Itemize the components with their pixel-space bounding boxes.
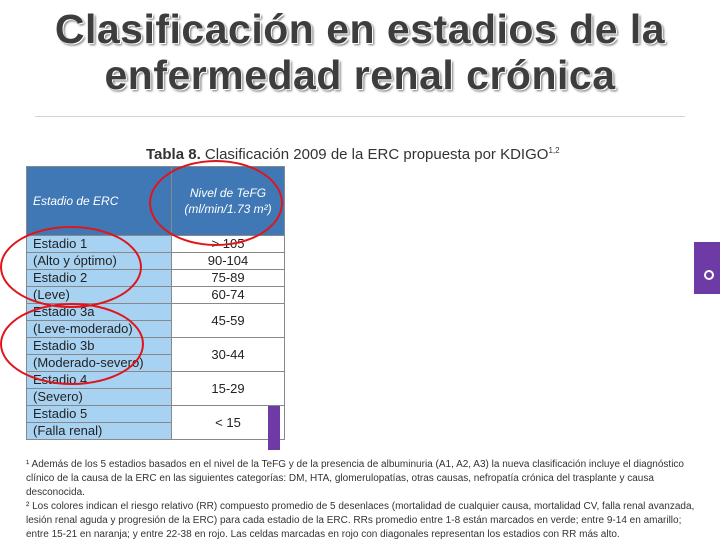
gfr-cell: 60-74 <box>172 287 285 304</box>
circle-icon <box>704 270 714 280</box>
stage-cell: Estadio 3a <box>27 304 172 321</box>
gfr-header-annotation-circle <box>149 160 283 246</box>
stage-cell: (Severo) <box>27 389 172 406</box>
slide-title-line2: enfermedad renal crónica <box>104 52 616 98</box>
gfr-cell: 75-89 <box>172 270 285 287</box>
stage-cell: (Falla renal) <box>27 423 172 440</box>
stage3-annotation-circle <box>0 303 144 385</box>
stage-cell: (Alto y óptimo) <box>27 253 172 270</box>
title-divider <box>35 116 685 117</box>
table-caption-text: Clasificación 2009 de la ERC propuesta por KDIGO <box>200 146 549 163</box>
gfr-cell: > 105 <box>172 236 285 253</box>
stage-cell: (Leve) <box>27 287 172 304</box>
stage-cell: Estadio 4 <box>27 372 172 389</box>
gfr-cell: 30-44 <box>172 338 285 372</box>
slide-title-line1: Clasificación en estadios de la <box>54 6 666 52</box>
slide-title <box>0 6 720 98</box>
next-slide-tab[interactable] <box>694 242 720 294</box>
footnote-1: ¹ Además de los 5 estadios basados en el nivel de la TeFG y de la presencia de albuminuria (A1, A2, A3) la nueva clasificación incluye el diagnóstico clínico de la causa de la ERC en las siguientes categorías: DM, HTA, glomerulopatías, otras causas, nefropatía crónica del trasplante y causa desconocida. <box>26 459 684 498</box>
stage-cell: (Moderado-severo) <box>27 355 172 372</box>
stage1-2-annotation-circle <box>0 226 142 308</box>
table-caption-ref: 1,2 <box>548 146 560 155</box>
stage-cell: Estadio 1 <box>27 236 172 253</box>
header-gfr-line1: Nivel de TeFG <box>189 186 267 200</box>
stage-cell: Estadio 5 <box>27 406 172 423</box>
stage-cell: (Leve-moderado) <box>27 321 172 338</box>
gfr-cell: 15-29 <box>172 372 285 406</box>
stage-cell: Estadio 3b <box>27 338 172 355</box>
gfr-cell: < 15 <box>172 406 285 440</box>
gfr-cell: 45-59 <box>172 304 285 338</box>
gfr-cell: 90-104 <box>172 253 285 270</box>
stage-cell: Estadio 2 <box>27 270 172 287</box>
header-gfr-line2: (ml/min/1.73 m²) <box>184 202 272 216</box>
table-row <box>27 406 285 423</box>
footnote-2: ² Los colores indican el riesgo relativo (RR) compuesto promedio de 5 desenlaces (mortalidad de cualquier causa, mortalidad CV, falla renal avanzada, lesión renal aguda y progresión de la ERC) para cada estadio de la ERC. RRs promedio entre 1-8 están marcados en verde; entre 9-14 en amarillo; entre 15-21 en naranja; y entre 22-38 en rojo. Las celdas marcadas en rojo con diagonales representan los estadios con RR más alto. <box>26 501 695 540</box>
table-caption-number: Tabla 8. <box>146 146 201 163</box>
table-footnotes <box>26 458 702 542</box>
header-stage: Estadio de ERC <box>27 167 172 236</box>
purple-marker <box>268 406 280 450</box>
